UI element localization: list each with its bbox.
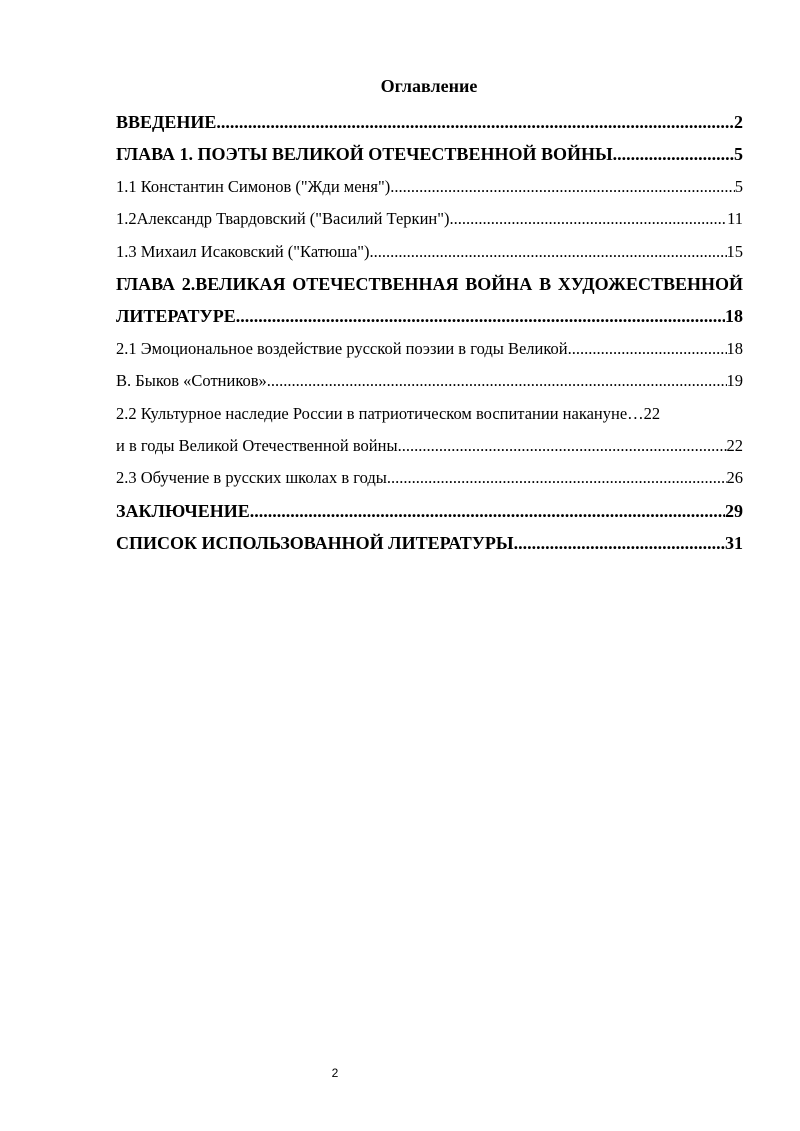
toc-leader-dots <box>449 203 727 235</box>
toc-leader-dots <box>387 462 727 494</box>
toc-entry-text: 1.3 Михаил Исаковский ("Катюша") <box>116 241 370 261</box>
toc-entry-chapter-2-line-2[interactable] <box>116 300 743 332</box>
toc-entry-page: 15 <box>726 241 743 261</box>
toc-entry-page: 29 <box>725 500 743 521</box>
toc-entry-page: 22 <box>643 403 661 423</box>
toc-entry-text: ВВЕДЕНИЕ <box>116 112 217 132</box>
toc-entry-text: 2.1 Эмоциональное воздействие русской поэзии в годы Великой <box>116 338 568 358</box>
toc-entry-introduction[interactable] <box>116 106 743 138</box>
toc-entry-page: 5 <box>734 144 743 165</box>
toc-entry-page: 5 <box>734 176 743 196</box>
toc-title: Оглавление <box>380 76 478 96</box>
toc-entry-text: ЛИТЕРАТУРЕ <box>116 306 236 327</box>
toc-entry-text: 1.1 Константин Симонов ("Жди меня") <box>116 176 391 196</box>
toc-leader-dots <box>398 430 727 462</box>
toc-leader-dots <box>267 365 727 397</box>
toc-entry-chapter-2-line-1[interactable]: ГЛАВА 2.ВЕЛИКАЯ ОТЕЧЕСТВЕННАЯ ВОЙНА В ХУДОЖЕСТВЕННОЙ <box>116 273 743 294</box>
toc-leader-dots <box>216 106 734 138</box>
toc-leader-dots <box>390 171 735 203</box>
toc-entry-page: 26 <box>726 468 743 488</box>
toc-entry-text: ГЛАВА 1. ПОЭТЫ ВЕЛИКОЙ ОТЕЧЕСТВЕННОЙ ВОЙНЫ <box>116 144 613 165</box>
toc-entry-2-1[interactable] <box>116 333 743 365</box>
toc-entry-2-2-cont[interactable] <box>116 430 743 462</box>
toc-leader-dots <box>613 138 734 170</box>
toc-entry-conclusion[interactable] <box>116 495 743 527</box>
toc-entry-text: 1.2Александр Твардовский ("Василий Теркин") <box>116 209 450 229</box>
toc-leader-dots <box>250 495 725 527</box>
toc-entry-1-1[interactable] <box>116 171 743 203</box>
toc-entry-page: 2 <box>734 112 743 132</box>
toc-entry-page: 19 <box>726 371 743 391</box>
toc-entry-text: 2.3 Обучение в русских школах в годы <box>116 468 387 488</box>
toc-entry-text: СПИСОК ИСПОЛЬЗОВАННОЙ ЛИТЕРАТУРЫ <box>116 533 514 554</box>
toc-entry-text: ЗАКЛЮЧЕНИЕ <box>116 500 250 521</box>
toc-entry-text: и в годы Великой Отечественной войны <box>116 435 398 455</box>
page-number: 2 <box>331 1066 339 1080</box>
toc-entry-text: 2.2 Культурное наследие России в патриотическом воспитании накануне <box>116 403 628 423</box>
toc-entry-text: В. Быков «Сотников» <box>116 371 267 391</box>
toc-leader-dots <box>236 300 725 332</box>
toc-entry-1-3[interactable] <box>116 236 743 268</box>
table-of-contents <box>116 106 743 559</box>
toc-leader-dots <box>370 236 727 268</box>
toc-entry-page: 18 <box>726 338 743 358</box>
toc-entry-bibliography[interactable] <box>116 527 743 559</box>
toc-entry-page: 22 <box>726 435 743 455</box>
toc-ellipsis: … <box>627 403 644 423</box>
toc-entry-bykov[interactable] <box>116 365 743 397</box>
toc-entry-chapter-1[interactable] <box>116 138 743 170</box>
toc-entry-page: 18 <box>725 306 743 327</box>
toc-entry-2-3[interactable] <box>116 462 743 494</box>
toc-leader-dots <box>568 333 727 365</box>
toc-entry-page: 31 <box>725 533 743 554</box>
toc-entry-2-2[interactable] <box>116 398 743 430</box>
toc-leader-dots <box>514 527 725 559</box>
toc-entry-1-2[interactable] <box>116 203 743 235</box>
toc-entry-page: 11 <box>727 209 743 229</box>
